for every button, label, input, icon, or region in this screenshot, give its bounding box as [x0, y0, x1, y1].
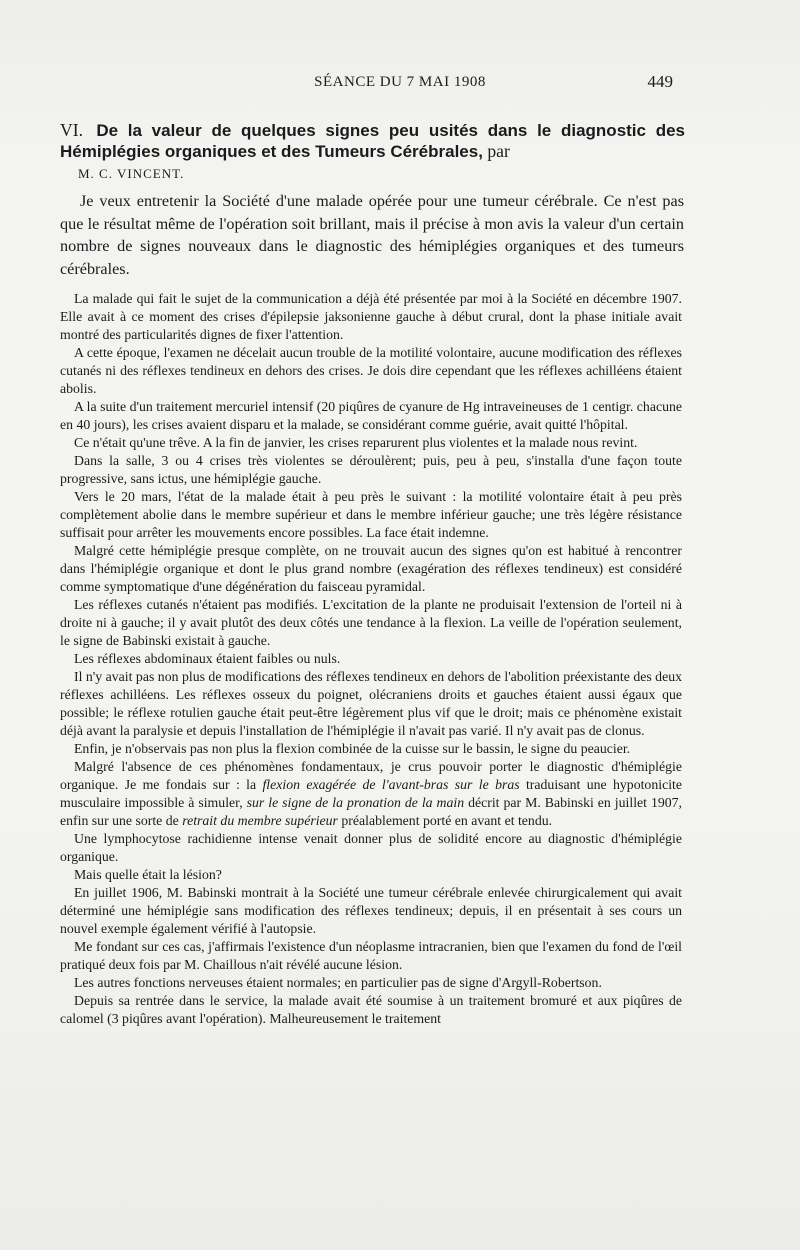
intro-paragraph: Je veux entretenir la Société d'une malade opérée pour une tumeur cérébrale. Ce n'est pas que le résultat même de l'opération soit brillant, mais il précise à mon avis la valeur d'un certain nombre de signes nouveaux dans le diagnostic des hémiplégies organiques et des tumeurs cérébrales. [60, 192, 684, 278]
text-run: traduisant une hypotonicite musculaire impossible à simuler, [60, 777, 682, 810]
page-header [0, 74, 800, 98]
italic-run: retrait du membre supérieur [182, 813, 338, 828]
text-run: Malgré l'absence de ces phénomènes fondamentaux, je crus pouvoir porter le diagnostic d'hémiplégie organique. Je me fondais sur : la [60, 759, 682, 792]
paragraph: Les autres fonctions nerveuses étaient normales; en particulier pas de signe d'Argyll-Robertson. [74, 975, 602, 990]
paragraph: Mais quelle était la lésion? [74, 867, 222, 882]
paragraph: Dans la salle, 3 ou 4 crises très violentes se déroulèrent; puis, peu à peu, s'installa d'une façon toute progressive, sans ictus, une hémiplégie gauche. [60, 453, 682, 486]
italic-run: flexion exagérée de l'avant-bras sur le bras [262, 777, 520, 792]
running-head: SÉANCE DU 7 MAI 1908 [314, 74, 486, 90]
paragraph: En juillet 1906, M. Babinski montrait à la Société une tumeur cérébrale enlevée chirurgicalement qui avait déterminé une hémiplégie sans modification des réflexes tendineux; depuis, il en présentait à ses cours un nouvel exemple également vérifié à l'autopsie. [60, 885, 682, 936]
article-title-text: De la valeur de quelques signes peu usités dans le diagnostic des Hémiplégies organiques et des Tumeurs Cérébrales, [60, 121, 685, 161]
paragraph: Vers le 20 mars, l'état de la malade était à peu près le suivant : la motilité volontaire était à peu près complètement abolie dans le membre supérieur et dans le membre inférieur gauche; une très légère résistance suffisait pour arrêter les mouvements encore possibles. La face était indemne. [60, 489, 682, 540]
paragraph-diagnosis [60, 758, 682, 830]
text-run: préalablement porté en avant et tendu. [337, 813, 553, 828]
text-run: décrit par M. Babinski en juillet 1907, enfin sur une sorte de [60, 795, 682, 828]
article-number: VI. [60, 120, 83, 140]
article-title [60, 120, 685, 162]
body-text [60, 290, 682, 1028]
article-author: M. C. VINCENT. [78, 166, 185, 181]
paragraph: Ce n'était qu'une trêve. A la fin de janvier, les crises reparurent plus violentes et la malade nous revint. [74, 435, 638, 450]
paragraph: Il n'y avait pas non plus de modifications des réflexes tendineux en dehors de l'abolition préexistante des deux réflexes achilléens. Les réflexes osseux du poignet, olécraniens droits et gauches étaient aussi égaux que possible; le réflexe rotulien gauche était peut-être légèrement plus vif que le droit; mais ce phénomène existait déjà avant la paralysie et depuis l'installation de l'hémiplégie il n'avait pas varié. Il n'y avait pas de clonus. [60, 669, 682, 738]
paragraph: A la suite d'un traitement mercuriel intensif (20 piqûres de cyanure de Hg intraveineuses de 1 centigr. chacune en 40 jours), les crises avaient disparu et la malade, se considérant comme guérie, avait quitté l'hôpital. [60, 399, 682, 432]
italic-run: sur le signe de la pronation de la main [246, 795, 465, 810]
paragraph: Les réflexes cutanés n'étaient pas modifiés. L'excitation de la plante ne produisait l'extension de l'orteil ni à droite ni à gauche; il y avait plutôt des deux côtés une tendance à la flexion. La veille de l'opération seulement, le signe de Babinski existait à gauche. [60, 597, 682, 648]
article-by: par [487, 141, 510, 161]
paragraph: Enfin, je n'observais pas non plus la flexion combinée de la cuisse sur le bassin, le signe du peaucier. [74, 741, 631, 756]
intro-section [60, 190, 684, 280]
page-number: 449 [647, 72, 673, 91]
paragraph: A cette époque, l'examen ne décelait aucun trouble de la motilité volontaire, aucune modification des réflexes cutanés ni des réflexes tendineux en dehors des crises. Je dois dire cependant que les réflexes achilléens étaient abolis. [60, 345, 682, 396]
paragraph: Une lymphocytose rachidienne intense venait donner plus de solidité encore au diagnostic d'hémiplégie organique. [60, 831, 682, 864]
paragraph: Depuis sa rentrée dans le service, la malade avait été soumise à un traitement bromuré et aux piqûres de calomel (3 piqûres avant l'opération). Malheureusement le traitement [60, 993, 682, 1026]
paragraph: Les réflexes abdominaux étaient faibles ou nuls. [74, 651, 341, 666]
paragraph: Me fondant sur ces cas, j'affirmais l'existence d'un néoplasme intracranien, bien que l'examen du fond de l'œil pratiqué deux fois par M. Chaillous n'ait révélé aucune lésion. [60, 939, 682, 972]
paragraph: Malgré cette hémiplégie presque complète, on ne trouvait aucun des signes qu'on est habitué à rencontrer dans l'hémiplégie organique et dont le plus grand nombre (exagération des réflexes tendineux) est considéré comme symptomatique d'une dégénération du faisceau pyramidal. [60, 543, 682, 594]
paragraph: La malade qui fait le sujet de la communication a déjà été présentée par moi à la Société en décembre 1907. Elle avait à ce moment des crises d'épilepsie jaksonienne gauche à début crural, dont la phase initiale avait montré des particularités dignes de fixer l'attention. [60, 291, 682, 342]
